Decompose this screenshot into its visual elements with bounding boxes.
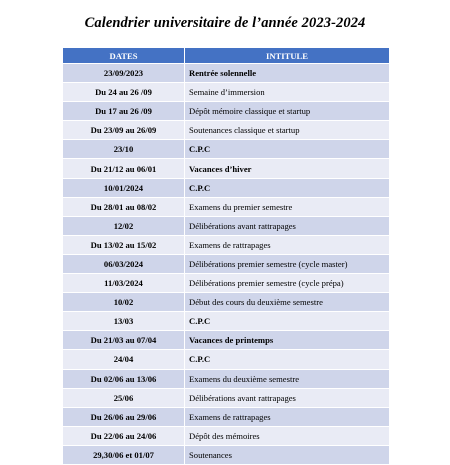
row-intitule: Rentrée solennelle <box>185 64 390 83</box>
row-date: 10/01/2024 <box>63 178 185 197</box>
table-row <box>63 254 390 273</box>
row-date: 12/02 <box>63 216 185 235</box>
row-intitule: Délibérations premier semestre (cycle master) <box>185 254 390 273</box>
row-intitule: C.P.C <box>185 350 390 369</box>
row-intitule: Dépôt des mémoires <box>185 426 390 445</box>
table-row <box>63 388 390 407</box>
table-row <box>63 197 390 216</box>
table-row <box>63 407 390 426</box>
row-date: Du 13/02 au 15/02 <box>63 235 185 254</box>
table-row <box>63 293 390 312</box>
row-date: 11/03/2024 <box>63 274 185 293</box>
table-header-row <box>63 48 390 64</box>
row-date: 23/10 <box>63 140 185 159</box>
table-row <box>63 445 390 464</box>
table-row <box>63 121 390 140</box>
row-date: 10/02 <box>63 293 185 312</box>
row-date: Du 21/03 au 07/04 <box>63 331 185 350</box>
row-intitule: C.P.C <box>185 178 390 197</box>
row-intitule: Examens du deuxième semestre <box>185 369 390 388</box>
row-intitule: C.P.C <box>185 312 390 331</box>
table-row <box>63 235 390 254</box>
table-row <box>63 83 390 102</box>
row-intitule: Début des cours du deuxième semestre <box>185 293 390 312</box>
row-date: 13/03 <box>63 312 185 331</box>
calendar-table-body <box>63 64 390 465</box>
row-intitule: Délibérations premier semestre (cycle prépa) <box>185 274 390 293</box>
table-row <box>63 331 390 350</box>
row-intitule: Soutenances <box>185 445 390 464</box>
row-date: Du 23/09 au 26/09 <box>63 121 185 140</box>
document-title: Calendrier universitaire de l’année 2023-2024 <box>84 15 366 31</box>
row-intitule: Examens du premier semestre <box>185 197 390 216</box>
table-row <box>63 216 390 235</box>
table-row <box>63 274 390 293</box>
row-intitule: C.P.C <box>185 140 390 159</box>
table-row <box>63 159 390 178</box>
table-row <box>63 312 390 331</box>
row-date: 25/06 <box>63 388 185 407</box>
row-intitule: Examens de rattrapages <box>185 235 390 254</box>
row-date: Du 26/06 au 29/06 <box>63 407 185 426</box>
row-intitule: Examens de rattrapages <box>185 407 390 426</box>
calendar-table <box>62 47 390 465</box>
row-intitule: Vacances de printemps <box>185 331 390 350</box>
row-date: Du 24 au 26 /09 <box>63 83 185 102</box>
table-row <box>63 140 390 159</box>
row-intitule: Délibérations avant rattrapages <box>185 216 390 235</box>
table-row <box>63 178 390 197</box>
row-date: 24/04 <box>63 350 185 369</box>
table-row <box>63 102 390 121</box>
row-date: Du 02/06 au 13/06 <box>63 369 185 388</box>
header-intitule: INTITULE <box>185 48 390 64</box>
row-date: 29,30/06 et 01/07 <box>63 445 185 464</box>
row-intitule: Dépôt mémoire classique et startup <box>185 102 390 121</box>
table-row <box>63 350 390 369</box>
table-row <box>63 64 390 83</box>
table-row <box>63 426 390 445</box>
row-date: Du 22/06 au 24/06 <box>63 426 185 445</box>
row-intitule: Soutenances classique et startup <box>185 121 390 140</box>
header-dates: DATES <box>63 48 185 64</box>
row-date: Du 21/12 au 06/01 <box>63 159 185 178</box>
row-date: Du 17 au 26 /09 <box>63 102 185 121</box>
table-row <box>63 369 390 388</box>
row-date: Du 28/01 au 08/02 <box>63 197 185 216</box>
row-date: 23/09/2023 <box>63 64 185 83</box>
row-date: 06/03/2024 <box>63 254 185 273</box>
row-intitule: Délibérations avant rattrapages <box>185 388 390 407</box>
row-intitule: Vacances d’hiver <box>185 159 390 178</box>
row-intitule: Semaine d’immersion <box>185 83 390 102</box>
